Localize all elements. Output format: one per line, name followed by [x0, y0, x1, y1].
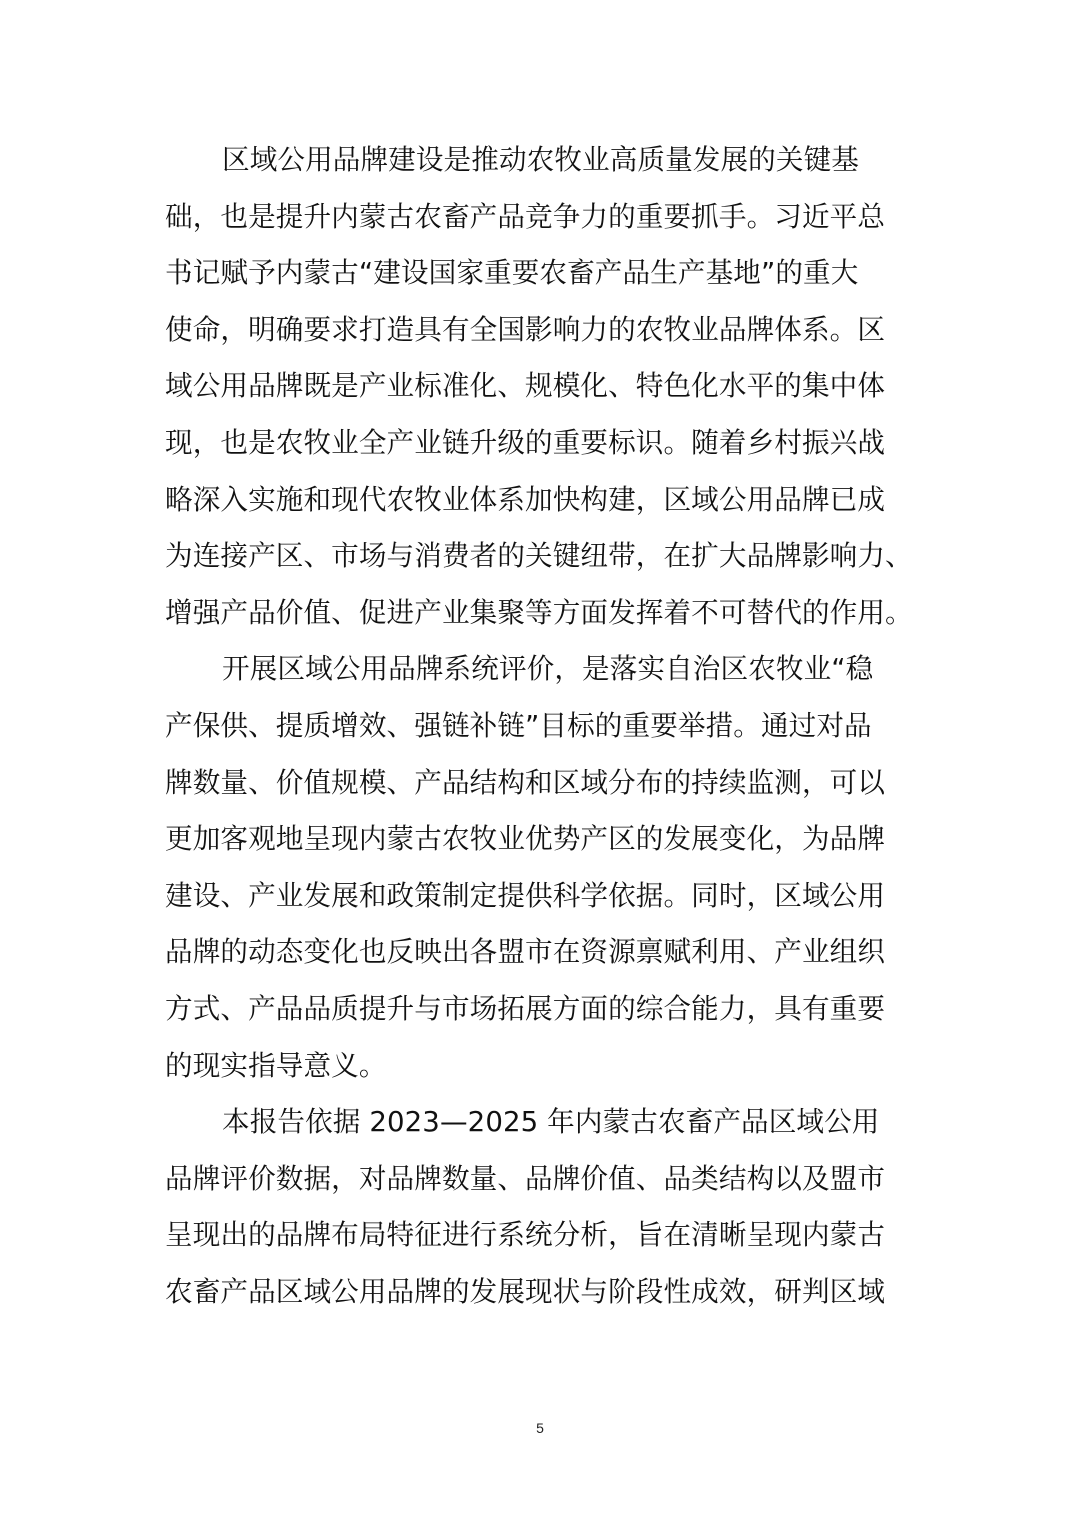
paragraph-3 — [165, 1094, 945, 1320]
text-line: 农畜产品区域公用品牌的发展现状与阶段性成效，研判区域 — [165, 1274, 886, 1308]
text-line: 产保供、提质增效、强链补链”目标的重要举措。通过对品 — [165, 708, 872, 742]
text-line: 现，也是农牧业全产业链升级的重要标识。随着乡村振兴战 — [165, 425, 886, 459]
text-line: 增强产品价值、促进产业集聚等方面发挥着不可替代的作用。 — [165, 595, 913, 629]
text-line: 开展区域公用品牌系统评价，是落实自治区农牧业“稳 — [222, 652, 874, 686]
text-line: 呈现出的品牌布局特征进行系统分析，旨在清晰呈现内蒙古 — [165, 1218, 886, 1252]
text-line: 方式、产品品质提升与市场拓展方面的综合能力，具有重要 — [165, 991, 886, 1025]
paragraph-1 — [165, 132, 945, 641]
text-line: 为连接产区、市场与消费者的关键纽带，在扩大品牌影响力、 — [165, 539, 913, 573]
text-line: 域公用品牌既是产业标准化、规模化、特色化水平的集中体 — [165, 369, 886, 403]
text-line: 牌数量、价值规模、产品结构和区域分布的持续监测，可以 — [165, 765, 886, 799]
paragraph-2 — [165, 641, 945, 1094]
text-line: 品牌评价数据，对品牌数量、品牌价值、品类结构以及盟市 — [165, 1161, 886, 1195]
text-line: 的现实指导意义。 — [165, 1048, 387, 1082]
text-line: 品牌的动态变化也反映出各盟市在资源禀赋利用、产业组织 — [165, 935, 886, 969]
page-number: 5 — [536, 1420, 544, 1436]
text-line: 建设、产业发展和政策制定提供科学依据。同时，区域公用 — [165, 878, 886, 912]
text-line: 区域公用品牌建设是推动农牧业高质量发展的关键基 — [222, 143, 859, 176]
text-line: 书记赋予内蒙古“建设国家重要农畜产品生产基地”的重大 — [165, 256, 859, 290]
text-line: 更加客观地呈现内蒙古农牧业优势产区的发展变化，为品牌 — [165, 822, 886, 856]
text-line: 础，也是提升内蒙古农畜产品竞争力的重要抓手。习近平总 — [165, 199, 886, 233]
text-line: 使命，明确要求打造具有全国影响力的农牧业品牌体系。区 — [165, 312, 886, 346]
body-text — [165, 132, 945, 1320]
text-line: 略深入实施和现代农牧业体系加快构建，区域公用品牌已成 — [165, 482, 886, 516]
text-line: 本报告依据 2023—2025 年内蒙古农畜产品区域公用 — [222, 1105, 880, 1139]
